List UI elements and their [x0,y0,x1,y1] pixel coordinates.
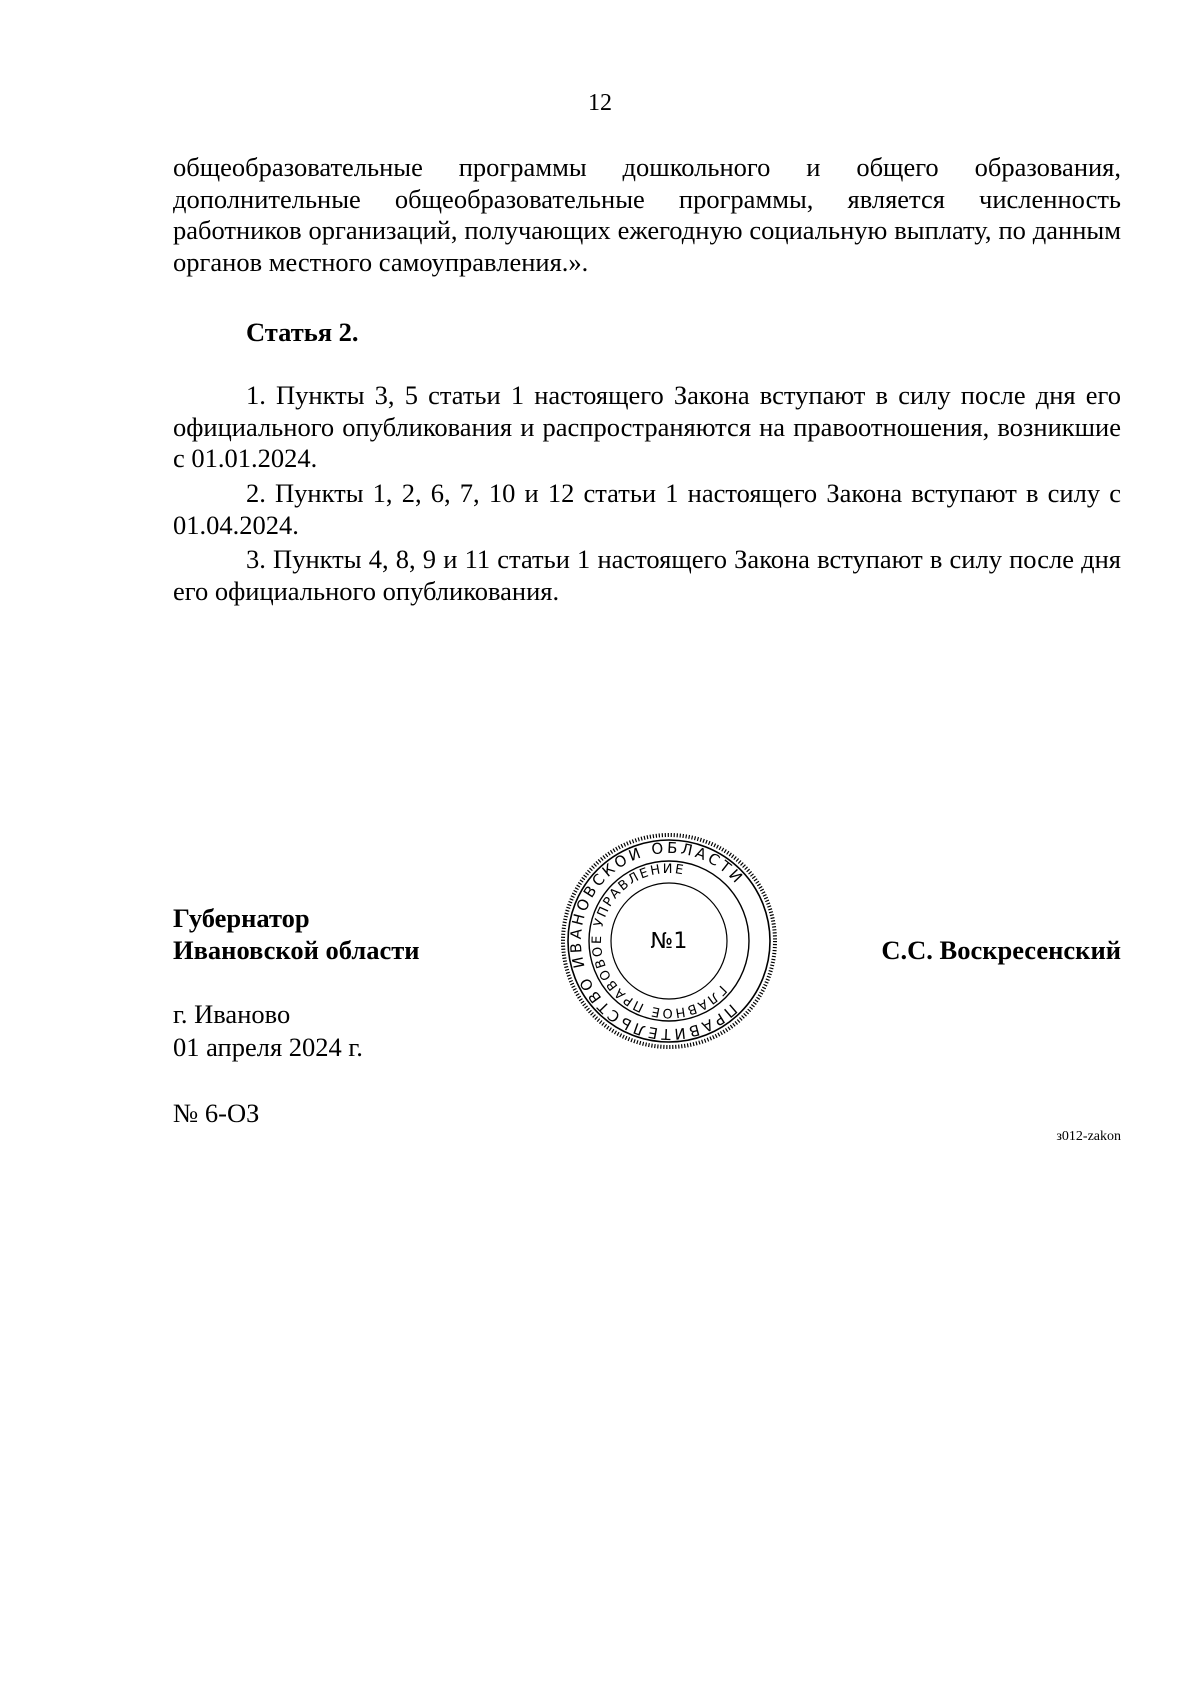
signatory-title-line-2: Ивановской области [173,935,420,965]
page-number: 12 [588,90,612,116]
seal-outer-text: ПРАВИТЕЛЬСТВО ИВАНОВСКОЙ ОБЛАСТИ [566,838,748,1044]
law-number: № 6-ОЗ [173,1098,260,1128]
signatory-title-line-1: Губернатор [173,903,310,933]
article-paragraph-2: 2. Пункты 1, 2, 6, 7, 10 и 12 статьи 1 настоящего Закона вступают в силу с 01.04.2024. [173,478,1121,540]
signing-place: г. Иваново [173,999,291,1029]
official-seal-stamp [558,830,780,1052]
signatory-title [173,902,420,966]
article-heading: Статья 2. [246,317,359,347]
signatory-name: С.С. Воскресенский [881,935,1121,965]
signing-date: 01 апреля 2024 г. [173,1032,363,1062]
file-code: з012-zakon [1056,1129,1121,1144]
article-paragraph-1: 1. Пункты 3, 5 статьи 1 настоящего Закона вступают в силу после дня его официального опубликования и распространяются на правоотношения, возникшие с 01.01.2024. [173,380,1121,473]
intro-paragraph: общеобразовательные программы дошкольного и общего образования, дополнительные общеобразовательные программы, является численность работников организаций, получающих ежегодную социальную выплату, по данным органов местного самоуправления.». [173,152,1121,277]
seal-inner-text: ГЛАВНОЕ ПРАВОВОЕ УПРАВЛЕНИЕ [589,861,730,1021]
article-paragraph-3: 3. Пункты 4, 8, 9 и 11 статьи 1 настоящего Закона вступают в силу после дня его официального опубликования. [173,544,1121,606]
seal-center-text: №1 [650,929,688,954]
place-and-date [173,998,363,1064]
